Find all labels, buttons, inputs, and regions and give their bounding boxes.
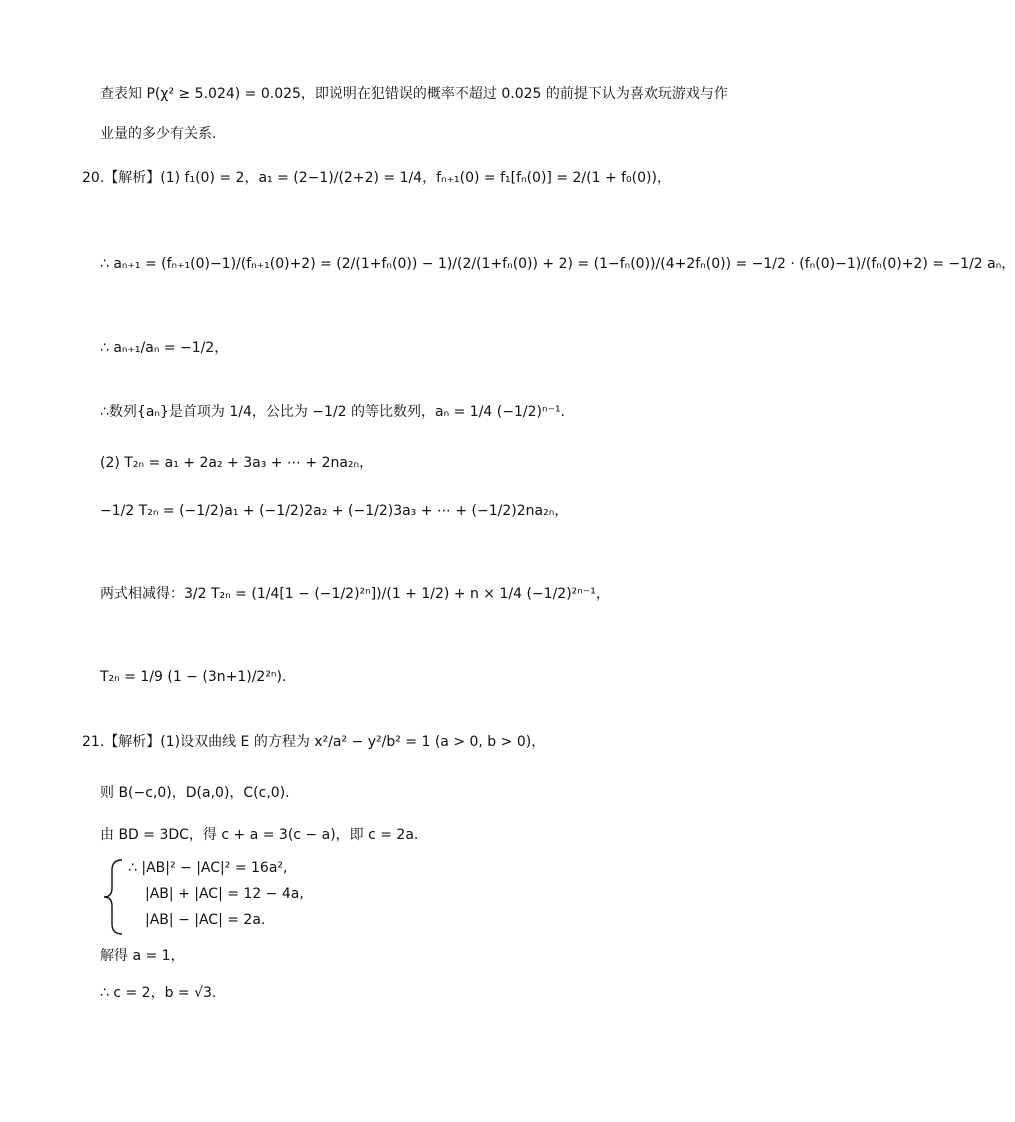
- line-q21-solve: 解得 a = 1，: [100, 948, 185, 964]
- line-q21-bd-dc: 由 BD = 3DC，得 c + a = 3(c − a)，即 c = 2a.: [100, 827, 419, 843]
- line-q20-part1-start: 20.【解析】(1) f₁(0) = 2，a₁ = (2−1)/(2+2) = 1/4，fₙ₊₁(0) = f₁[fₙ(0)] = 2/(1 + f₀(0))，: [82, 170, 671, 186]
- equation-row-2: |AB| + |AC| = 12 − 4a,: [145, 886, 304, 902]
- line-chi-square-conclusion: 查表知 P(χ² ≥ 5.024) = 0.025，即说明在犯错误的概率不超过 0.025 的前提下认为喜欢玩游戏与作: [100, 86, 728, 102]
- left-brace-icon: [100, 858, 130, 936]
- system-of-equations: [100, 858, 360, 936]
- line-q20-subtract: 两式相减得：3/2 T₂ₙ = (1/4[1 − (−1/2)²ⁿ])/(1 + 1/2) + n × 1/4 (−1/2)²ⁿ⁻¹，: [100, 586, 610, 602]
- line-q20-half-sum: −1/2 T₂ₙ = (−1/2)a₁ + (−1/2)2a₂ + (−1/2)3a₃ + ⋯ + (−1/2)2na₂ₙ，: [100, 503, 569, 519]
- line-q20-part2-sum: (2) T₂ₙ = a₁ + 2a₂ + 3a₃ + ⋯ + 2na₂ₙ，: [100, 455, 374, 471]
- line-chi-square-conclusion-cont: 业量的多少有关系.: [100, 126, 217, 142]
- line-q21-values: ∴ c = 2，b = √3.: [100, 985, 217, 1001]
- line-q20-recurrence: ∴ aₙ₊₁ = (fₙ₊₁(0)−1)/(fₙ₊₁(0)+2) = (2/(1+fₙ(0)) − 1)/(2/(1+fₙ(0)) + 2) = (1−fₙ(0))/(4+2fₙ(0)) = −1/2 · (fₙ(0)−1)/(fₙ(0)+2) = −1/2 aₙ，: [100, 256, 1015, 272]
- line-q20-ratio: ∴ aₙ₊₁/aₙ = −1/2，: [100, 340, 229, 356]
- equation-row-3: |AB| − |AC| = 2a.: [145, 912, 266, 928]
- line-q20-result: T₂ₙ = 1/9 (1 − (3n+1)/2²ⁿ).: [100, 669, 287, 685]
- line-q20-geometric: ∴数列{aₙ}是首项为 1/4，公比为 −1/2 的等比数列，aₙ = 1/4 (−1/2)ⁿ⁻¹.: [100, 404, 566, 420]
- line-q21-points: 则 B(−c,0)，D(a,0)，C(c,0).: [100, 785, 290, 801]
- equation-row-1: ∴ |AB|² − |AC|² = 16a²,: [128, 860, 288, 876]
- line-q21-hyperbola: 21.【解析】(1)设双曲线 E 的方程为 x²/a² − y²/b² = 1 (a > 0, b > 0)，: [82, 734, 546, 750]
